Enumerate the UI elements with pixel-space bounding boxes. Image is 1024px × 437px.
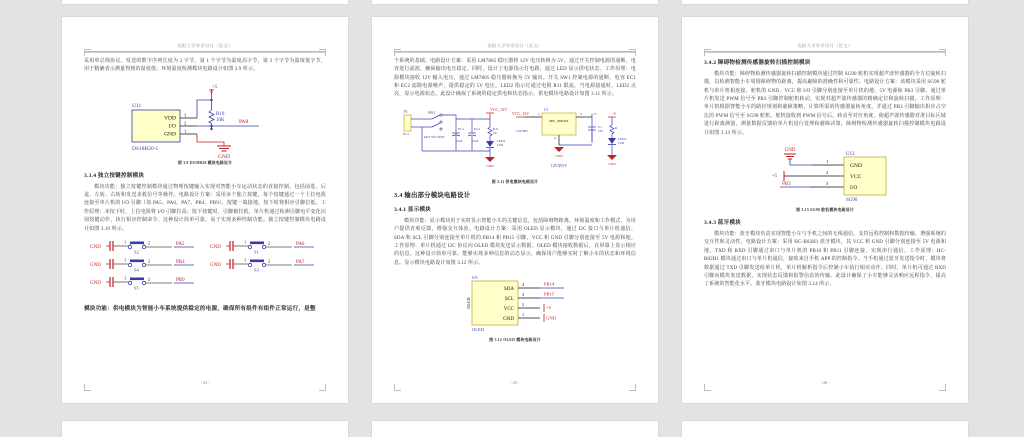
section-heading: 模块功能：供电模块为智能小车系统提供稳定的电源，确保所有组件有组件正常运行，是整 — [84, 305, 316, 312]
svg-text:1: 1 — [124, 257, 127, 263]
pin-name-vcc: VCC — [503, 307, 514, 313]
pin-name-io: I/O — [168, 123, 176, 130]
svg-text:LM7805: LM7805 — [516, 128, 528, 133]
paragraph: 采用单总线协议，发送的数字序列长度为 2 字节，第 1 个字节为温度高字节，第 2 个字节为温度低字节，用于精确表示测量得到的温度值。环境温度检测模块电路设计如图 3.9 所示。 — [84, 58, 326, 73]
pin-name-sda: SDA — [503, 287, 514, 293]
svg-text:1: 1 — [244, 257, 247, 263]
svg-text:PA7: PA7 — [296, 259, 305, 265]
svg-text:S1: S1 — [254, 249, 259, 255]
crop-mark — [394, 49, 401, 56]
svg-text:2: 2 — [826, 169, 829, 175]
svg-text:PB9: PB9 — [176, 277, 185, 283]
pin-name-vcc: VCC — [850, 173, 862, 180]
svg-text:2: 2 — [148, 258, 151, 264]
page-number: - 25 - — [510, 380, 520, 385]
svg-text:GND: GND — [555, 153, 563, 158]
header-rule — [84, 51, 326, 53]
svg-text:2: 2 — [268, 240, 271, 246]
crop-mark — [939, 49, 946, 56]
svg-text:R: R — [615, 125, 618, 130]
section-heading: 3.4.2 障碍物检测传感器旋转扫描控制模块 — [704, 59, 811, 66]
resistor-value: 10K — [216, 117, 225, 123]
svg-text:LED: LED — [618, 140, 625, 145]
pin-name-gnd: GND — [503, 317, 514, 323]
svg-text:GND: GND — [90, 262, 101, 268]
svg-text:KEY SW-SPDT: KEY SW-SPDT — [424, 134, 445, 139]
net-label-plus5: +5 — [772, 173, 778, 179]
paragraph: 模块功能：蓝牙模块负责实现智能小车与手机之间的无线通信，支持远程控制和数据传输，增强系统的交互性和灵活性。电路设计方案：采用 HC-B02H1 蓝牙模块，其 VCC 和 GND 引脚分别连接至 5V 电源和地，TXD 和 RXD 引脚通过串口与单片机的 PB10 和 PB11 引脚连接，实现串行通信。工作原理：HC-B02H1 模块通过串口与单片机通信，接收来自手机 APP 的控制指令。当手机通过蓝牙发送指令时，模块将数据通过 TXD 引脚发送给单片机，单片机解析指令后控制小车执行相应动作。同时，单片机可通过 RXD 引脚向模块发送数据，实现状态反馈和报警信息的传输。此设计确保了小车能够灵活响应远程指令，提高了系统的智能化水平。蓝牙模块电路设计如图 3.14 所示。 — [704, 231, 946, 288]
figure-sg90 — [704, 143, 946, 213]
svg-text:VCC_12V: VCC_12V — [490, 106, 508, 112]
svg-text:+5: +5 — [593, 111, 597, 116]
svg-text:S2: S2 — [134, 249, 139, 255]
crop-mark — [319, 49, 326, 56]
figure-oled — [394, 273, 636, 343]
document-page[interactable] — [62, 17, 348, 403]
paragraph: 个系统的基础。电路设计方案：采用 LM7805 稳压器将 12V 电压转换为 5V，通过开关控制电源的通断，电容进行滤波，确保输出电压稳定。同时，设计了电源指示灯电路，通过 LED 显示供电状态。工作原理：电源模块接收 12V 输入电压，通过 LM7805 稳压器转换为 5V 输出。开关 SW1 控制电源的通断，电容 EC1 和 EC2 滤除电源噪声，提供稳定的 5V 电压。LED2 指示灯通过电阻 R11 限流，当电源接通时，LED2 点亮，显示电源状态。此设计确保了系统的稳定供电和状态指示。供电模块电路设计如图 3.11 所示。 — [394, 58, 636, 98]
svg-text:22uF: 22uF — [472, 138, 479, 143]
svg-text:1K: 1K — [493, 130, 497, 135]
svg-text:22uF: 22uF — [456, 138, 463, 143]
part-sg90: SG90 — [846, 197, 858, 203]
section-heading: 3.4.3 蓝牙模块 — [704, 219, 741, 226]
svg-text:2: 2 — [148, 276, 151, 282]
pin-name-vdd: VDD — [164, 115, 176, 122]
header-rule — [704, 51, 946, 53]
page-number: - 26 - — [820, 380, 830, 385]
part-ds18b20: DS18B20-1 — [132, 145, 159, 152]
svg-text:3: 3 — [826, 180, 829, 186]
svg-text:EC2: EC2 — [474, 126, 481, 131]
page-sliver[interactable] — [682, 421, 968, 437]
crop-mark — [939, 384, 946, 391]
page-header: 沈阳大学毕业设计（论文） — [487, 43, 543, 48]
svg-text:GND: GND — [90, 244, 101, 250]
crop-mark — [319, 384, 326, 391]
net-label-pb15: PB15 — [544, 291, 555, 297]
page-sliver[interactable] — [682, 0, 968, 4]
svg-text:GND: GND — [608, 161, 616, 166]
paragraph: 模块功能：显示模块用于实时显示智能小车的关键信息，包括障碍物距离、环境温度和工作模式，为用户提供直观反馈，增强交互体验。电路设计方案：采用 OLED 显示模块，通过 I2C 接口与单片机通信。SDA 和 SCL 引脚分别连接至单片机的 PB14 和 PB15 引脚，VCC 和 GND 引脚分别连接至 5V 电源和地。工作原理：单片机通过 I2C 协议向 OLED 模块发送显示数据。OLED 模块接收数据后，在屏幕上显示相应的信息。这种设计简单可靠，能够实现多种信息的动态显示，确保用户能够实时了解小车的状态和环境信息。显示模块电路设计如图 3.12 所示。 — [394, 218, 636, 266]
crop-mark — [629, 49, 636, 56]
page-sliver[interactable] — [62, 0, 348, 4]
svg-text:2: 2 — [148, 240, 151, 246]
refdes-u12: U12 — [846, 151, 855, 157]
svg-text:1: 1 — [538, 111, 540, 116]
svg-text:LED3: LED3 — [618, 136, 627, 141]
refdes-u11: U11 — [132, 102, 142, 109]
page-sliver[interactable] — [372, 0, 658, 4]
page-row-top — [62, 0, 968, 4]
figure-keys — [84, 239, 326, 299]
svg-text:S3: S3 — [254, 267, 259, 273]
svg-text:2: 2 — [268, 258, 271, 264]
svg-text:PA5: PA5 — [176, 241, 185, 247]
paragraph: 模块功能：障碍物检测传感器旋转扫描控制模块通过控制 SG90 舵机实现超声波传感器的全方位旋转扫描，以检测智能小车周围障碍物的距离，提高避障的准确性和可靠性。电路设计方案：该模块采用 SG90 舵机与单片机相连接，舵机的 GND、VCC 和 I/O 引脚分别连接至单片机的地、5V 电源和 PB3 引脚。通过单片机发送 PWM 信号至 PB3 引脚控制舵机转动，实现对超声波传感器的精确定位和旋转扫描。工作原理：单片机根据智能小车的路径规划和避障策略，计算所需的传感器旋转角度，并通过 PB3 引脚输出相应占空比的 PWM 信号至 SG90 舵机。舵机接收到 PWM 信号后，转动至对应角度，使超声波传感器对准目标区域进行距离测量，测量数据反馈给单片机进行处理和避障决策。障碍物检测传感器旋转扫描控制模块电路设计如图 3.13 所示。 — [704, 71, 946, 136]
svg-text:GND: GND — [210, 262, 221, 268]
svg-text:GND: GND — [210, 244, 221, 250]
svg-text:3: 3 — [580, 111, 582, 116]
svg-text:4: 4 — [522, 282, 525, 288]
svg-text:EC2: EC2 — [403, 131, 410, 136]
figure-caption: 图 3.12 OLED 模块电路设计 — [489, 338, 541, 343]
svg-text:LED2: LED2 — [497, 138, 506, 143]
svg-text:104: 104 — [598, 128, 603, 133]
svg-text:S4: S4 — [134, 267, 139, 273]
section-heading: 3.3.4 独立按键控制模块 — [84, 172, 145, 179]
svg-text:2: 2 — [522, 302, 525, 308]
svg-text:C1: C1 — [598, 124, 602, 129]
net-label-pb3: PB3 — [782, 181, 791, 187]
section-heading: 3.4.1 显示模块 — [394, 206, 431, 213]
crop-mark — [704, 384, 711, 391]
pin-name-scl: SCL — [504, 297, 514, 303]
pin-name-gnd: GND — [164, 131, 176, 138]
svg-text:2: 2 — [184, 120, 187, 126]
figure-caption: 图 3.9 DS18B20 模块电路设计 — [177, 160, 233, 165]
svg-text:2: 2 — [554, 135, 556, 140]
page-row-bottom — [62, 421, 968, 437]
document-page[interactable] — [682, 17, 968, 403]
net-label-plus5: +5 — [212, 84, 218, 90]
svg-text:3: 3 — [184, 112, 187, 118]
svg-text:SW1: SW1 — [428, 110, 436, 115]
crop-mark — [84, 49, 91, 56]
svg-text:1: 1 — [244, 239, 247, 245]
svg-text:S5: S5 — [134, 285, 139, 291]
page-row-main — [62, 17, 968, 403]
net-label-pa8: PA8 — [239, 118, 249, 125]
figure-ds18b20 — [84, 80, 326, 166]
pin-name-io: I/O — [850, 184, 858, 191]
note-12v-to-5v: 12V转5V — [550, 162, 568, 168]
svg-text:P1: P1 — [404, 109, 408, 114]
part-oled: OLED — [472, 327, 484, 333]
svg-text:GND: GND — [90, 280, 101, 286]
svg-text:1: 1 — [184, 128, 187, 134]
crop-mark — [704, 49, 711, 56]
resistor-ref: R10 — [216, 111, 225, 117]
section-heading: 3.4 输出部分模块电路设计 — [394, 191, 471, 199]
svg-text:GND: GND — [486, 163, 494, 168]
page-sliver[interactable] — [372, 421, 658, 437]
page-number: - 24 - — [200, 380, 210, 385]
page-header: 沈阳大学毕业设计（论文） — [177, 43, 233, 48]
figure-caption: 图 3.13 SG90 舵机模块电路设计 — [796, 207, 854, 212]
net-label-pb14: PB14 — [544, 281, 555, 287]
pin-name-gnd: GND — [850, 162, 862, 169]
net-label-gnd: GND — [546, 315, 556, 321]
header-rule — [394, 51, 636, 53]
net-label-gnd: GND — [784, 147, 796, 153]
paragraph: 模块功能：独立按键控制模块通过物理按键输入实现对智能小车运动状态的直接控制，包括前进、后退、左转、右转和发送求救信号等操作。电路设计方案：采用多个独立按键，每个按键通过一个上拉电阻连接至单片机的 I/O 引脚（如 PA5、PA6、PA7、PB4、PB9）。按键一端接地，按下时将相应引脚拉低。工作原理：未按下时，上拉电阻将 I/O 引脚拉高；按下按键时，引脚被拉低，单片机通过检测引脚电平变化识别按键动作，执行相应控制命令。这种设计简单可靠，易于实现多种控制功能。独立按键控制模块电路设计如图 3.10 所示。 — [84, 184, 326, 232]
svg-text:MIC_BOOST: MIC_BOOST — [549, 118, 569, 123]
svg-text:LED: LED — [497, 142, 504, 147]
net-label-plus5: +5 — [546, 305, 551, 311]
svg-text:U1: U1 — [544, 107, 549, 112]
svg-text:+5: +5 — [612, 111, 616, 116]
crop-mark — [84, 384, 91, 391]
figure-caption: 图 3.11 供电模块电路设计 — [491, 179, 539, 184]
svg-text:1: 1 — [124, 239, 127, 245]
svg-text:PB4: PB4 — [176, 259, 185, 265]
svg-text:1: 1 — [826, 158, 829, 164]
net-label-gnd: GND — [218, 153, 230, 160]
crop-mark — [629, 384, 636, 391]
figure-power — [394, 105, 636, 185]
crop-mark — [394, 384, 401, 391]
svg-text:VCC_12V: VCC_12V — [512, 110, 530, 116]
page-header: 沈阳大学毕业设计（论文） — [797, 43, 853, 48]
svg-text:1: 1 — [522, 312, 525, 318]
refdes-u9: U9 — [472, 275, 478, 281]
svg-text:3: 3 — [522, 292, 525, 298]
svg-text:PA6: PA6 — [296, 241, 305, 247]
document-page[interactable] — [372, 17, 658, 403]
svg-text:R11: R11 — [493, 126, 499, 131]
svg-text:1: 1 — [124, 275, 127, 281]
side-label-oled: OLED — [466, 297, 471, 309]
page-sliver[interactable] — [62, 421, 348, 437]
svg-text:EC1: EC1 — [458, 126, 465, 131]
